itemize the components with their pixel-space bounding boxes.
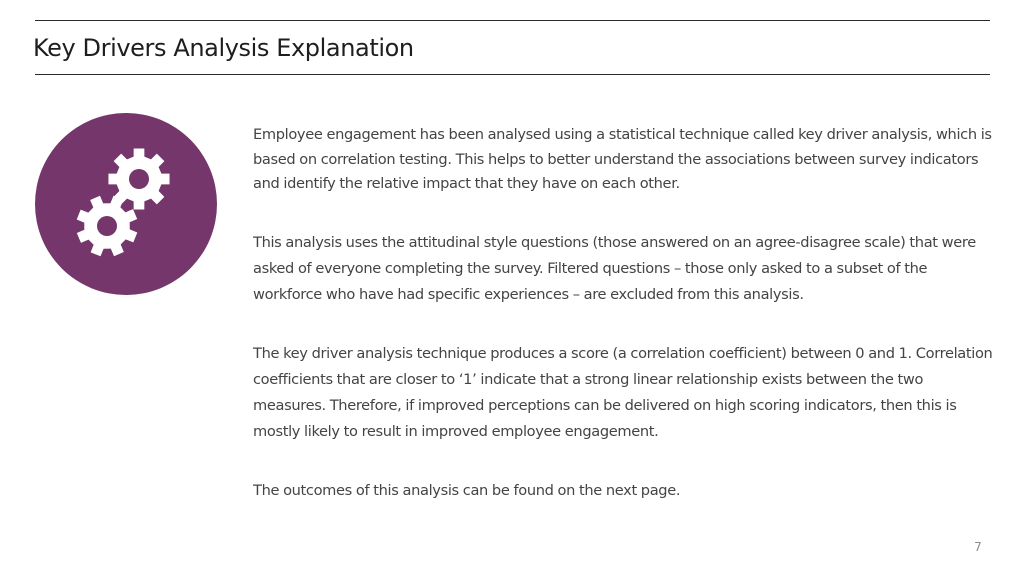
gear-large-hole <box>129 169 149 189</box>
paragraph-method: This analysis uses the attitudinal style questions (those answered on an agree-disagree scale) that were asked of everyone completing the survey. Filtered questions – those only asked to a subset of the workforce who have had specific experiences – are excluded from this analysis. <box>253 233 976 303</box>
header-bottom-rule <box>35 74 990 75</box>
body-text <box>253 123 993 504</box>
paragraph-outcome: The outcomes of this analysis can be found on the next page. <box>253 481 681 499</box>
icon-badge <box>35 113 217 295</box>
gears-icon <box>35 113 217 295</box>
paragraph-intro: Employee engagement has been analysed using a statistical technique called key driver analysis, which is based on correlation testing. This helps to better understand the associations between survey indicators and identify the relative impact that they have on each other. <box>253 126 992 192</box>
page-title: Key Drivers Analysis Explanation <box>33 34 414 62</box>
page-number: 7 <box>974 540 982 554</box>
gear-small-icon <box>77 196 138 257</box>
gear-small-hole <box>97 216 117 236</box>
paragraph-score: The key driver analysis technique produces a score (a correlation coefficient) between 0 and 1. Correlation coefficients that are closer to ‘1’ indicate that a strong linear relationship exists between the two measures. Therefore, if improved perceptions can be delivered on high scoring indicators, then this is mostly likely to result in improved employee engagement. <box>253 344 993 440</box>
header-top-rule <box>35 20 990 21</box>
